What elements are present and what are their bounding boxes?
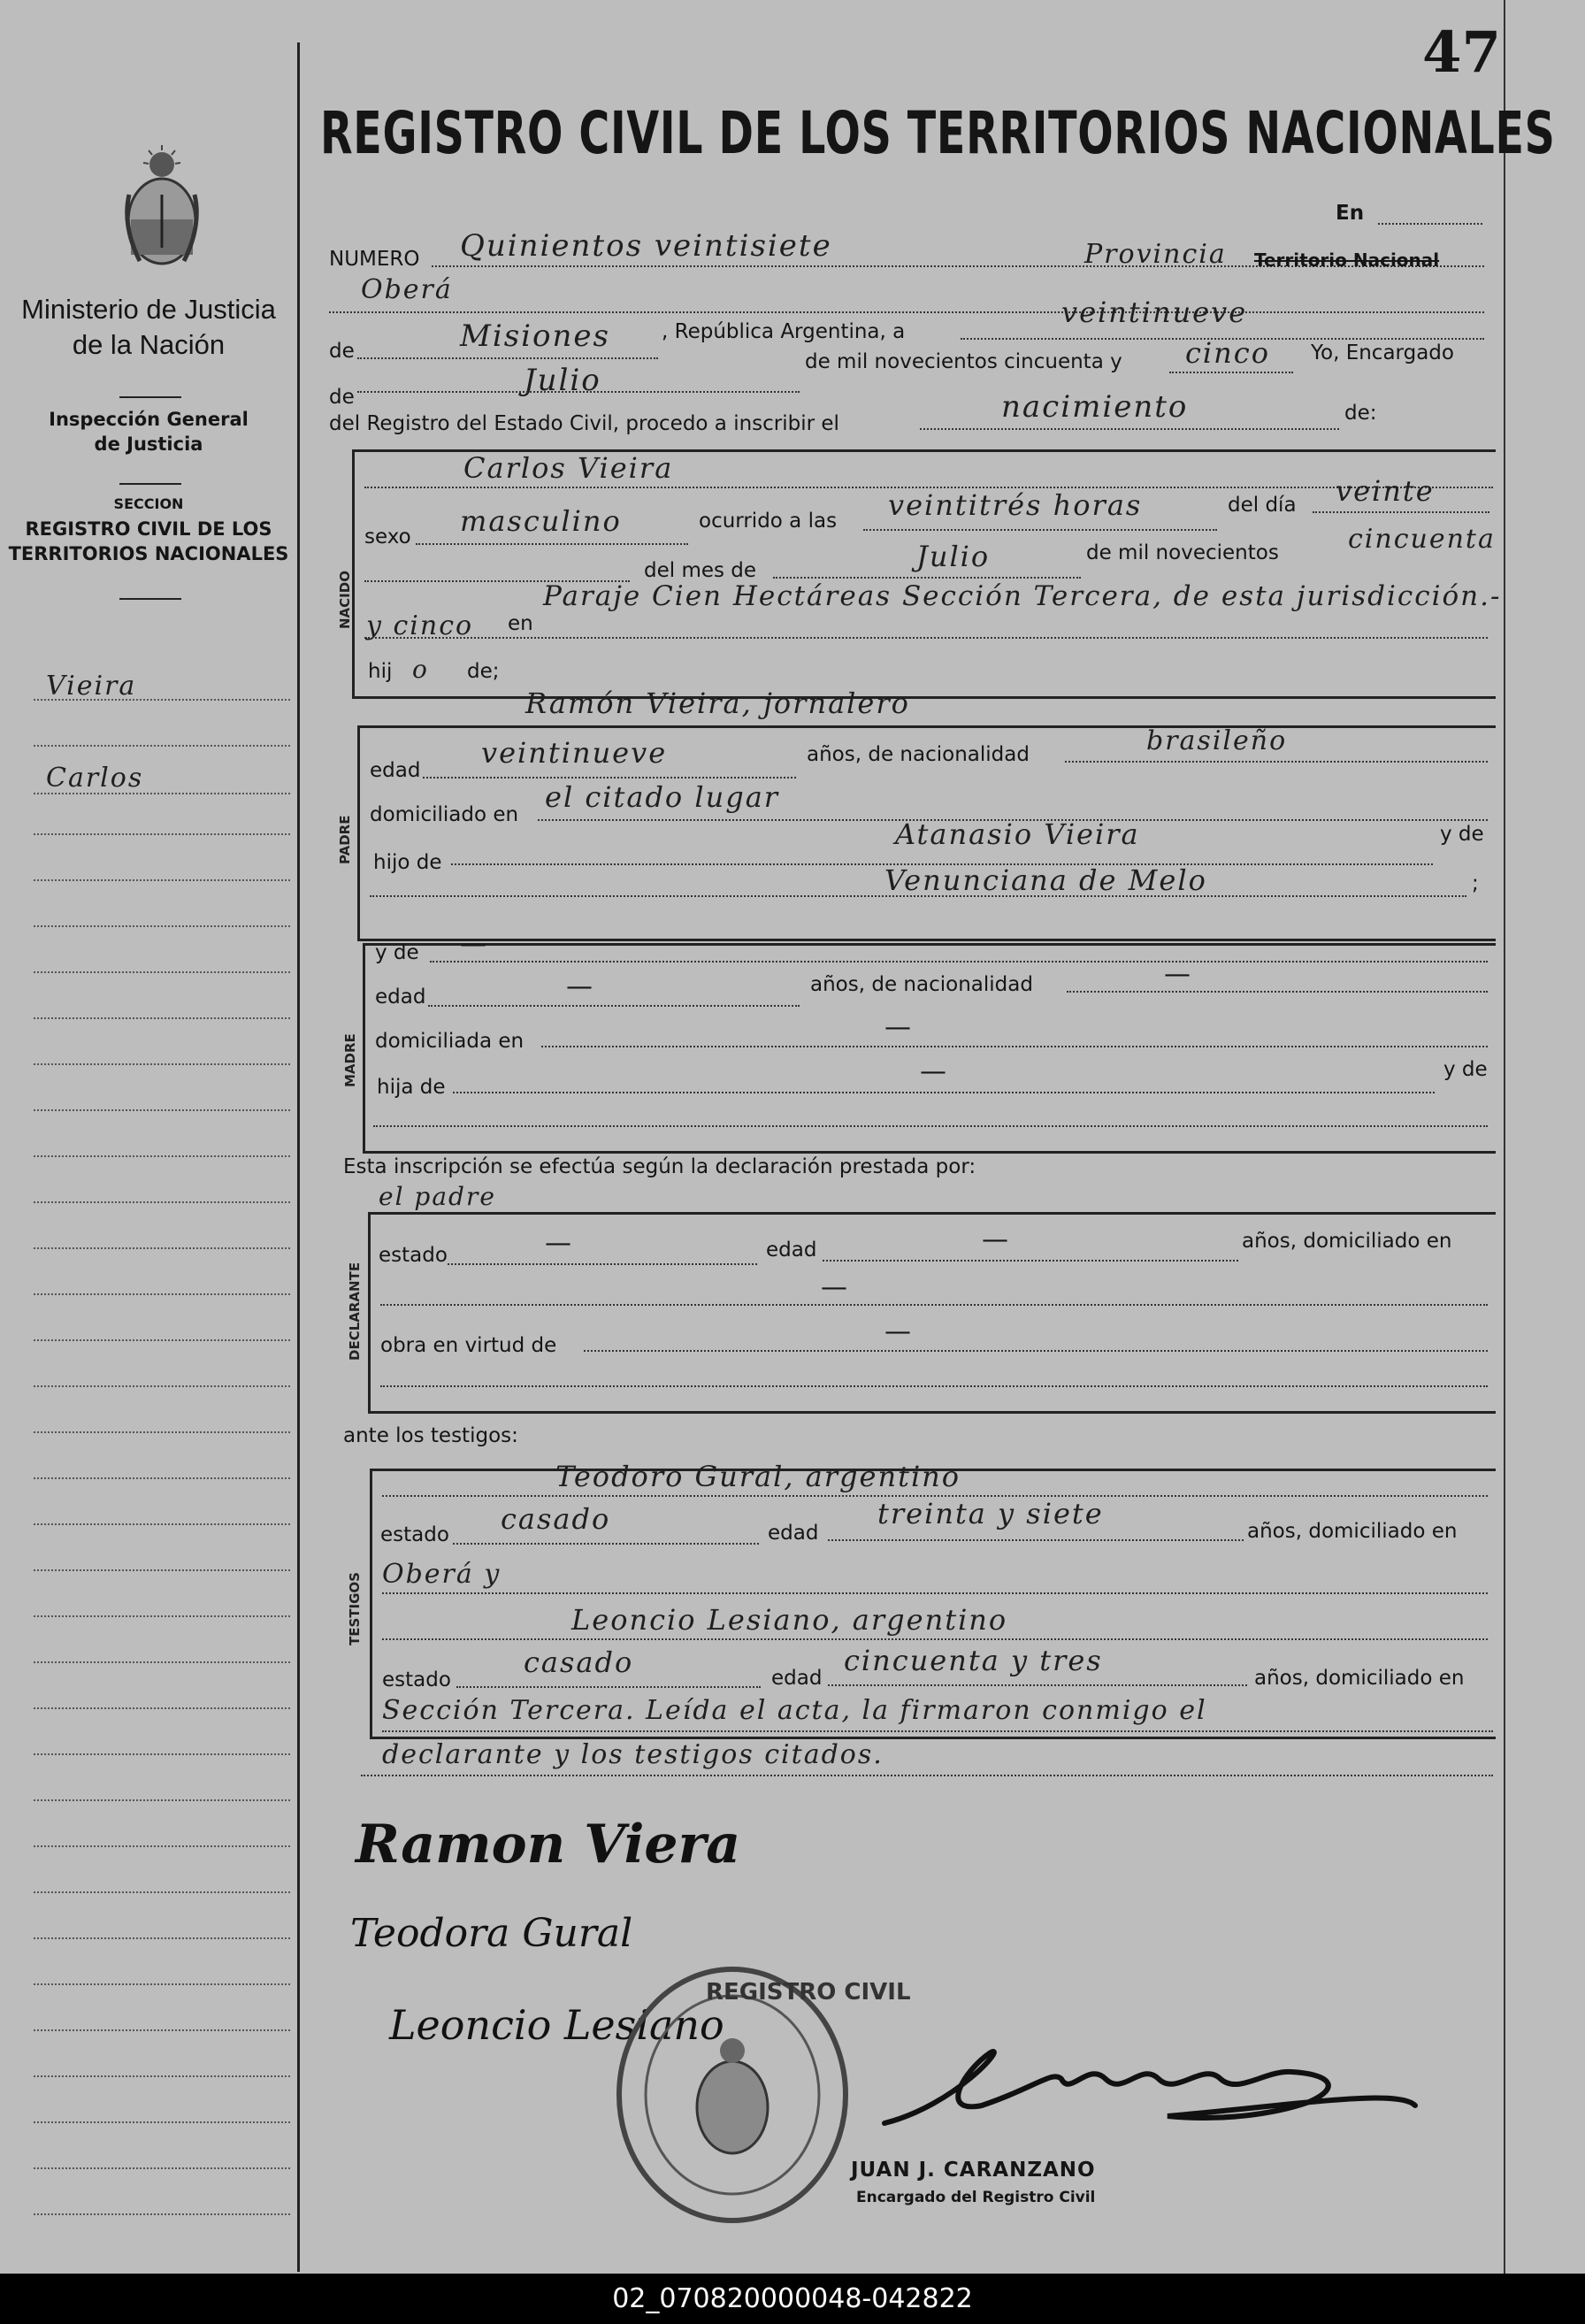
- en-line: [1378, 223, 1482, 225]
- del-dia-label: del día: [1228, 494, 1297, 517]
- yo-label: Yo, Encargado: [1311, 341, 1454, 364]
- index-line: [34, 1201, 290, 1203]
- w1-edad-label: edad: [768, 1522, 819, 1545]
- year-line: [1169, 372, 1293, 373]
- madre-y-de-label: y de: [375, 941, 419, 964]
- index-line: [34, 1707, 290, 1709]
- numero-label: NUMERO: [329, 248, 420, 271]
- w2-estado-line: [456, 1686, 761, 1688]
- index-surname: Vieira: [46, 671, 137, 702]
- padre-semicolon: ;: [1472, 872, 1479, 895]
- sexo-line: [416, 543, 688, 545]
- file-identifier: 02_070820000048-042822: [0, 2274, 1585, 2324]
- padre-mother-line: [370, 895, 1466, 897]
- madre-anios-label: años, de nacionalidad: [810, 973, 1033, 996]
- index-line: [34, 1799, 290, 1801]
- signature-ramon-viera: Ramon Viera: [356, 1814, 741, 1875]
- w2-estado-value: casado: [524, 1645, 634, 1679]
- ministry-line2: de la Nación: [72, 329, 226, 360]
- nacido-year-value: cincuenta: [1348, 524, 1496, 555]
- index-line: [34, 1937, 290, 1939]
- closing-value: declarante y los testigos citados.: [382, 1739, 884, 1770]
- index-line: [34, 2167, 290, 2169]
- official-signature-flourish: [849, 2017, 1433, 2150]
- decl-edad-label: edad: [766, 1239, 817, 1262]
- decl-mid-line: [380, 1304, 1488, 1306]
- signature-teodora-gural: Teodora Gural: [350, 1911, 633, 1956]
- padre-nationality: brasileño: [1146, 725, 1288, 756]
- folio-number: 47: [1422, 19, 1502, 86]
- mes-label: del mes de: [644, 559, 757, 582]
- index-line: [34, 793, 290, 794]
- hij-label: hij: [368, 660, 393, 683]
- w2-domicilio-line: [382, 1730, 1493, 1732]
- month-value: Julio: [524, 363, 601, 398]
- padre-domicilio-value: el citado lugar: [545, 780, 780, 814]
- obra-label: obra en virtud de: [380, 1334, 557, 1357]
- index-line: [34, 1247, 290, 1249]
- padre-father-value: Atanasio Vieira: [895, 817, 1140, 851]
- index-line: [34, 1063, 290, 1065]
- header-divider-3: [119, 598, 181, 600]
- province-value: Misiones: [460, 318, 610, 354]
- decl-obra-dash: —: [884, 1316, 911, 1347]
- sexo-label: sexo: [364, 525, 411, 548]
- w1-edad-line: [828, 1539, 1244, 1541]
- index-line: [34, 1983, 290, 1985]
- ocurrido-label: ocurrido a las: [699, 510, 838, 533]
- testigos-intro: ante los testigos:: [343, 1424, 518, 1447]
- territorio-struck: Territorio Nacional: [1254, 249, 1440, 271]
- index-line: [34, 925, 290, 927]
- decl-last-line: [380, 1385, 1488, 1387]
- inspection-block: [0, 407, 297, 456]
- madre-edad-line: [428, 1005, 800, 1007]
- padre-name: Ramón Vieira, jornalero: [525, 686, 910, 720]
- witness2-value: Leoncio Lesiano, argentino: [571, 1603, 1008, 1637]
- right-edge-line: [1504, 0, 1505, 2274]
- index-line: [34, 1569, 290, 1571]
- padre-edad-line: [423, 777, 796, 779]
- signature-leoncio-lesiano: Leoncio Lesiano: [389, 2001, 724, 2049]
- hijo-label: hijo de: [373, 851, 442, 874]
- index-line: [34, 745, 290, 747]
- section-line2: TERRITORIOS NACIONALES: [8, 543, 289, 564]
- de-label-3: de;: [467, 660, 500, 683]
- declarante-label: DECLARANTE: [347, 1262, 363, 1361]
- w1-domicilio-value: Oberá y: [382, 1559, 502, 1590]
- section-line1: REGISTRO CIVIL DE LOS: [25, 518, 272, 540]
- witness1-value: Teodoro Gural, argentino: [555, 1460, 961, 1493]
- ministry-name: [0, 292, 297, 363]
- madre-hija-dash: —: [920, 1056, 946, 1087]
- index-line: [34, 1339, 290, 1341]
- w1-estado-value: casado: [501, 1502, 611, 1536]
- padre-label: PADRE: [337, 815, 353, 864]
- testigos-label: TESTIGOS: [347, 1572, 363, 1645]
- declarant-value: el padre: [379, 1182, 496, 1211]
- nacido-name: Carlos Vieira: [463, 451, 674, 485]
- sexo-value: masculino: [460, 504, 622, 538]
- padre-edad-label: edad: [370, 759, 421, 782]
- decl-estado-dash: —: [545, 1228, 571, 1259]
- madre-domicilio-line: [541, 1046, 1488, 1047]
- nacido-year-label: de mil novecientos: [1086, 541, 1279, 564]
- index-line: [34, 1891, 290, 1893]
- madre-y-de-line: [430, 961, 1488, 963]
- page-title: REGISTRO CIVIL DE LOS TERRITORIOS NACIONALES: [320, 99, 1556, 167]
- madre-nat-dash: —: [1164, 959, 1191, 990]
- en-label: En: [1336, 202, 1365, 225]
- decl-edad-dash: —: [982, 1224, 1008, 1255]
- w1-estado-line: [453, 1543, 759, 1545]
- madre-edad-label: edad: [375, 986, 426, 1009]
- nacido-year-value2: y cinco: [366, 610, 474, 641]
- province-line: [357, 357, 658, 359]
- decl-anios-label: años, domiciliado en: [1242, 1230, 1452, 1253]
- registry-seal-stamp: [609, 1962, 911, 2228]
- ministry-line1: Ministerio de Justicia: [21, 294, 276, 325]
- padre-mother-value: Venunciana de Melo: [884, 863, 1207, 897]
- index-line: [34, 1477, 290, 1479]
- closing-line: [361, 1775, 1493, 1776]
- index-line: [34, 2121, 290, 2123]
- madre-hija-line: [453, 1092, 1435, 1093]
- nacido-month-value: Julio: [916, 540, 991, 573]
- index-line: [34, 1615, 290, 1617]
- w2-edad-line: [828, 1684, 1247, 1686]
- year-value: cinco: [1185, 336, 1270, 370]
- nacido-label: NACIDO: [337, 571, 353, 629]
- padre-domicilio-label: domiciliado en: [370, 803, 519, 826]
- index-line: [34, 1845, 290, 1847]
- month-line: [357, 391, 800, 393]
- inspection-line2: de Justicia: [94, 433, 203, 455]
- madre-domicilio-label: domiciliada en: [375, 1030, 525, 1053]
- nacido-day-line: [1313, 511, 1489, 513]
- index-line: [34, 1523, 290, 1525]
- en-label-2: en: [508, 612, 533, 635]
- madre-nat-line: [1067, 991, 1488, 993]
- section-label: SECCION: [113, 495, 184, 512]
- official-title: Encargado del Registro Civil: [856, 2189, 1096, 2206]
- decl-mid-dash: —: [821, 1272, 847, 1303]
- index-line: [34, 1661, 290, 1663]
- provincia-value: Provincia: [1084, 239, 1227, 270]
- index-line: [34, 879, 290, 881]
- padre-edad-value: veintinueve: [481, 736, 668, 770]
- w1-estado-label: estado: [380, 1523, 449, 1546]
- de-colon: de:: [1344, 402, 1377, 425]
- w1-edad-value: treinta y siete: [877, 1497, 1104, 1530]
- index-line: [34, 1017, 290, 1019]
- decl-estado-line: [448, 1263, 757, 1265]
- place-line: [364, 637, 1488, 639]
- hij-value: o: [412, 655, 429, 684]
- index-line: [34, 1155, 290, 1157]
- de-label-2: de: [329, 386, 355, 409]
- index-line: [34, 699, 290, 701]
- hour-line: [863, 529, 1217, 531]
- registro-label: del Registro del Estado Civil, procedo a inscribir el: [329, 412, 839, 435]
- act-value: nacimiento: [1001, 389, 1189, 425]
- act-line: [920, 428, 1339, 430]
- madre-label: MADRE: [342, 1033, 358, 1087]
- index-line: [34, 1293, 290, 1295]
- index-given-name: Carlos: [46, 763, 144, 794]
- declarante-intro: Esta inscripción se efectúa según la declaración prestada por:: [343, 1155, 976, 1178]
- madre-domicilio-dash: —: [884, 1012, 911, 1043]
- year-label: de mil novecientos cincuenta y: [805, 350, 1122, 373]
- w2-estado-label: estado: [382, 1668, 451, 1691]
- w1-domicilio-line: [382, 1592, 1488, 1594]
- w2-edad-value: cincuenta y tres: [844, 1644, 1103, 1677]
- obra-line: [584, 1350, 1488, 1352]
- official-name: JUAN J. CARANZANO: [851, 2159, 1096, 2182]
- header-divider-2: [119, 483, 181, 485]
- w2-domicilio-value: Sección Tercera. Leída el acta, la firmaron conmigo el: [382, 1695, 1207, 1726]
- de-label: de: [329, 340, 355, 363]
- index-line: [34, 1109, 290, 1111]
- section-name: [0, 517, 297, 566]
- stamp-text: REGISTRO CIVIL: [706, 1979, 911, 2006]
- padre-y-de: y de: [1440, 823, 1484, 846]
- locality-line: [329, 311, 1484, 313]
- index-line: [34, 971, 290, 973]
- index-line: [34, 2213, 290, 2215]
- decl-estado-label: estado: [379, 1244, 448, 1267]
- numero-value: Quinientos veintisiete: [460, 228, 832, 264]
- hour-value: veintitrés horas: [888, 488, 1143, 522]
- madre-y-de-dash: —: [460, 929, 486, 960]
- nacido-month-line: [773, 577, 1081, 579]
- madre-y-de: y de: [1443, 1058, 1488, 1081]
- decl-edad-line: [823, 1260, 1238, 1262]
- index-line: [34, 833, 290, 835]
- place-value: Paraje Cien Hectáreas Sección Tercera, de esta jurisdicción.-: [543, 580, 1502, 612]
- index-line: [34, 1753, 290, 1755]
- witness2-line: [382, 1638, 1488, 1640]
- w1-anios-label: años, domiciliado en: [1247, 1520, 1458, 1543]
- w2-edad-label: edad: [771, 1667, 823, 1690]
- padre-anios-label: años, de nacionalidad: [807, 743, 1030, 766]
- nacido-day-value: veinte: [1336, 474, 1435, 508]
- index-line: [34, 2029, 290, 2031]
- locality-value: Oberá: [361, 274, 453, 305]
- republica-label: , República Argentina, a: [662, 320, 906, 343]
- index-line: [34, 1385, 290, 1387]
- hija-label: hija de: [377, 1076, 446, 1099]
- madre-edad-dash: —: [566, 971, 593, 1002]
- index-line: [34, 1431, 290, 1433]
- w2-anios-label: años, domiciliado en: [1254, 1667, 1465, 1690]
- padre-nationality-line: [1065, 761, 1488, 763]
- inspection-line1: Inspección General: [49, 409, 249, 430]
- margin-divider: [297, 42, 300, 2272]
- index-line: [34, 2075, 290, 2077]
- header-divider: [119, 396, 181, 398]
- madre-last-line: [373, 1125, 1488, 1127]
- argentine-coat-of-arms-icon: [113, 142, 211, 274]
- day-value: veintinueve: [1061, 295, 1248, 329]
